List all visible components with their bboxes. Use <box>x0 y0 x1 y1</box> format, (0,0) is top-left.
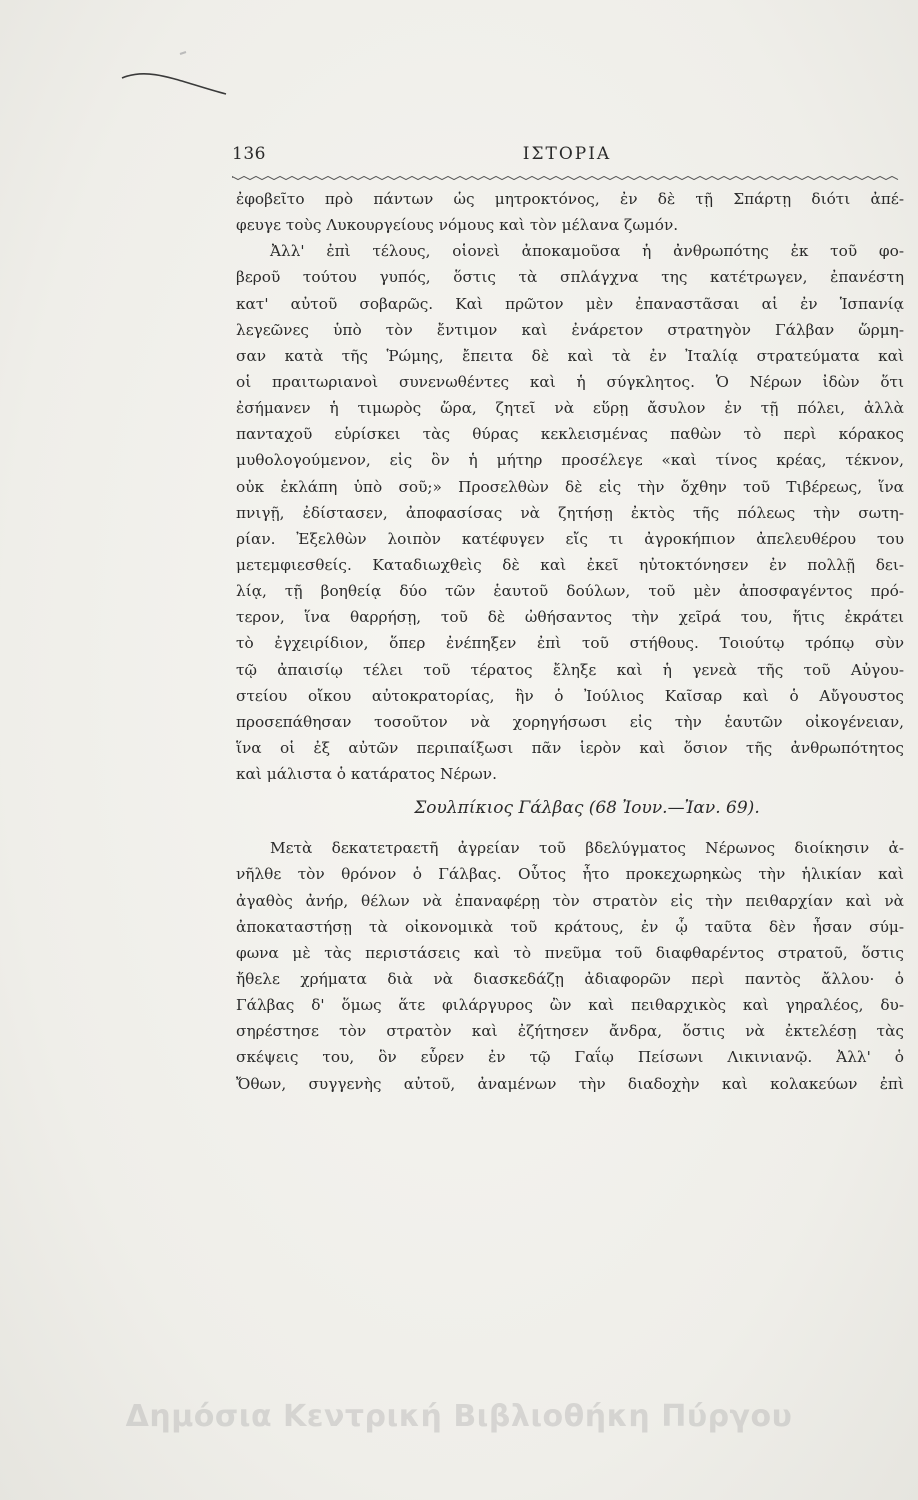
text-line: ρίαν. Ἐξελθὼν λοιπὸν κατέφυγεν εἴς τι ἀγροκήπιον ἀπελευθέρου του <box>236 529 904 548</box>
text-line: κατ' αὐτοῦ σοβαρῶς. Καὶ πρῶτον μὲν ἐπαναστᾶσαι αἱ ἐν Ἱσπανίᾳ <box>236 294 904 313</box>
text-line: φωνα μὲ τὰς περιστάσεις καὶ τὸ πνεῦμα τοῦ διαφθαρέντος στρατοῦ, ὅστις <box>236 943 904 962</box>
text-line: Μετὰ δεκατετραετῆ ἀγρείαν τοῦ βδελύγματος Νέρωνος διοίκησιν ἀ- <box>270 839 904 858</box>
paragraph-nero-fall <box>236 238 904 787</box>
text-line: λεγεῶνες ὑπὸ τὸν ἔντιμον καὶ ἐνάρετον στρατηγὸν Γάλβαν ὥρμη- <box>236 320 904 339</box>
text-line: ἀγαθὸς ἀνήρ, θέλων νὰ ἐπαναφέρῃ τὸν στρατὸν εἰς τὴν πειθαρχίαν καὶ νὰ <box>236 891 904 910</box>
text-line: σαν κατὰ τῆς Ῥώμης, ἔπειτα δὲ καὶ τὰ ἐν Ἰταλίᾳ στρατεύματα καὶ <box>236 346 904 365</box>
text-line: ἀποκαταστήσῃ τὰ οἰκονομικὰ τοῦ κράτους, ἐν ᾧ ταῦτα δὲν ἦσαν σύμ- <box>236 917 904 936</box>
text-line: βεροῦ τούτου γυπός, ὅστις τὰ σπλάγχνα της κατέτρωγεν, ἐπανέστη <box>236 268 904 287</box>
text-line: φευγε τοὺς Λυκουργείους νόμους καὶ τὸν μέλανα ζωμόν. <box>236 216 679 235</box>
text-line: στείου οἴκου αὐτοκρατορίας, ἣν ὁ Ἰούλιος Καῖσαρ καὶ ὁ Αὔγουστος <box>236 686 904 705</box>
text-line: σηρέστησε τὸν στρατὸν καὶ ἐζήτησεν ἄνδρα, ὅστις νὰ ἐκτελέσῃ τὰς <box>236 1022 904 1041</box>
library-watermark: Δημόσια Κεντρική Βιβλιοθήκη Πύργου <box>125 1399 793 1434</box>
body-text <box>236 186 904 1097</box>
text-line: Ὄθων, συγγενὴς αὐτοῦ, ἀναμένων τὴν διαδοχὴν καὶ κολακεύων ἐπὶ <box>236 1074 904 1093</box>
text-line: μετεμφιεσθείς. Καταδιωχθεὶς δὲ καὶ ἐκεῖ ηὐτοκτόνησεν ἐν πολλῇ δει- <box>236 555 904 574</box>
text-line: νῆλθε τὸν θρόνον ὁ Γάλβας. Οὗτος ἦτο προκεχωρηκὼς τὴν ἡλικίαν καὶ <box>236 865 904 884</box>
text-line: Γάλβας δ' ὅμως ἅτε φιλάργυρος ὢν καὶ πειθαρχικὸς καὶ γηραλέος, δυ- <box>236 996 904 1015</box>
text-line: οὐκ ἐκλάπη ὑπὸ σοῦ;» Προσελθὼν δὲ εἰς τὴν ὄχθην τοῦ Τιβέρεως, ἵνα <box>236 477 904 496</box>
pen-stroke-mark <box>120 48 230 108</box>
text-line: ἐφοβεῖτο πρὸ πάντων ὡς μητροκτόνος, ἐν δὲ τῇ Σπάρτῃ διότι ἀπέ- <box>236 190 904 208</box>
text-line: καὶ μάλιστα ὁ κατάρατος Νέρων. <box>236 765 497 784</box>
text-line: τὸ ἐγχειρίδιον, ὅπερ ἐνέπηξεν ἐπὶ τοῦ στήθους. Τοιούτῳ τρόπῳ σὺν <box>236 634 904 653</box>
paragraph-continuation <box>236 186 904 238</box>
text-line: λίᾳ, τῇ βοηθείᾳ δύο τῶν ἑαυτοῦ δούλων, τοῦ μὲν ἀποσφαγέντος πρό- <box>236 582 904 601</box>
text-line: τερον, ἵνα θαρρήσῃ, τοῦ δὲ ὠθήσαντος τὴν χεῖρά του, ἥτις ἐκράτει <box>236 608 904 627</box>
running-title: ΙΣΤΟΡΙΑ <box>522 144 612 164</box>
text-line: Ἀλλ' ἐπὶ τέλους, οἱονεὶ ἀποκαμοῦσα ἡ ἀνθρωπότης ἐκ τοῦ φο- <box>270 242 904 261</box>
page-number: 136 <box>232 144 266 164</box>
paragraph-galba <box>236 835 904 1096</box>
text-line: πνιγῇ, ἐδίστασεν, ἀποφασίσας νὰ ζητήσῃ ἐκτὸς τῆς πόλεως τὴν σωτη- <box>236 503 904 522</box>
text-line: τῷ ἀπαισίῳ τέλει τοῦ τέρατος ἔληξε καὶ ἡ γενεὰ τῆς τοῦ Αὐγου- <box>236 660 904 679</box>
text-line: πανταχοῦ εὑρίσκει τὰς θύρας κεκλεισμένας παθὼν τὸ περὶ κόρακος <box>236 425 904 444</box>
header-wavy-rule <box>232 170 902 184</box>
text-line: σκέψεις του, ὃν εὗρεν ἐν τῷ Γαΐῳ Πείσωνι Λικινιανῷ. Ἀλλ' ὁ <box>236 1048 904 1067</box>
text-line: ἵνα οἱ ἐξ αὐτῶν περιπαίξωσι πᾶν ἱερὸν καὶ ὅσιον τῆς ἀνθρωπότητος <box>236 738 904 757</box>
text-line: οἱ πραιτωριανοὶ συνενωθέντες καὶ ἡ σύγκλητος. Ὁ Νέρων ἰδὼν ὅτι <box>236 372 904 391</box>
page-header <box>232 144 902 184</box>
section-heading: Σουλπίκιος Γάλβας (68 Ἰουν.—Ἰαν. 69). <box>414 798 760 819</box>
text-line: ἤθελε χρήματα διὰ νὰ διασκεδάζῃ ἀδιαφορῶν περὶ παντὸς ἄλλου· ὁ <box>236 969 904 988</box>
text-line: προσεπάθησαν τοσοῦτον νὰ χορηγήσωσι εἰς τὴν ἑαυτῶν οἰκογένειαν, <box>236 712 904 731</box>
text-line: μυθολογούμενον, εἰς ὃν ἡ μήτηρ προσέλεγε «καὶ τίνος κρέας, τέκνον, <box>236 451 904 470</box>
text-line: ἐσήμανεν ἡ τιμωρὸς ὥρα, ζητεῖ νὰ εὕρῃ ἄσυλον ἐν τῇ πόλει, ἀλλὰ <box>236 399 904 418</box>
